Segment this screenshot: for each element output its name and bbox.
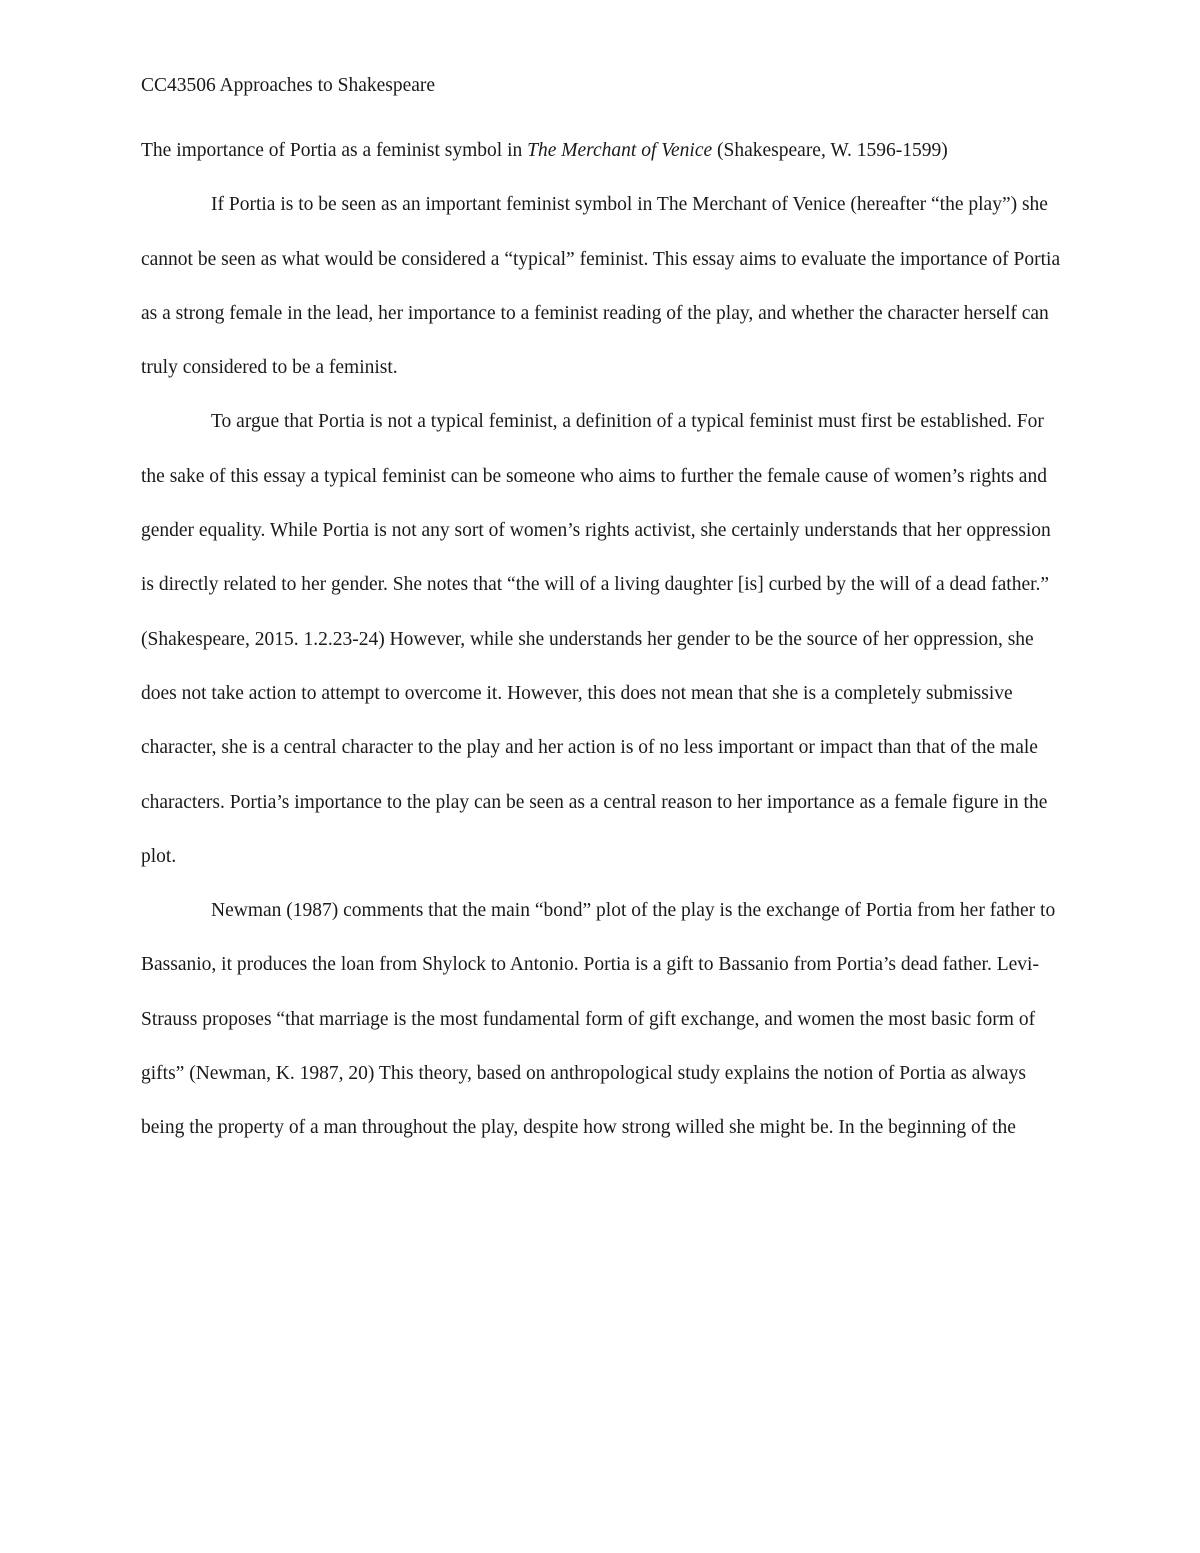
document-body xyxy=(141,68,1066,1156)
paragraph-introduction: If Portia is to be seen as an important feminist symbol in The Merchant of Venice (hereafter “the play”) she cannot be seen as what would be considered a “typical” feminist. This essay aims to evaluate the importance of Portia as a strong female in the lead, her importance to a feminist reading of the play, and whether the character herself can truly considered to be a feminist. xyxy=(141,194,1061,379)
essay-title xyxy=(141,124,1066,178)
paragraph-bond-plot: Newman (1987) comments that the main “bond” plot of the play is the exchange of Portia from her father to Bassanio, it produces the loan from Shylock to Antonio. Portia is a gift to Bassanio from Portia’s dead father. Levi-Strauss proposes “that marriage is the most fundamental form of gift exchange, and women the most basic form of gifts” (Newman, K. 1987, 20) This theory, based on anthropological study explains the notion of Portia as always being the property of a man throughout the play, despite how strong willed she might be. In the beginning of the xyxy=(141,900,1056,1139)
essay-title-end: (Shakespeare, W. 1596-1599) xyxy=(712,140,948,161)
play-title-italic: The Merchant of Venice xyxy=(527,140,713,161)
paragraph-typical-feminist: To argue that Portia is not a typical feminist, a definition of a typical feminist must first be established. For the sake of this essay a typical feminist can be someone who aims to further the female cause of women’s rights and gender equality. While Portia is not any sort of women’s rights activist, she certainly understands that her oppression is directly related to her gender. She notes that “the will of a living daughter [is] curbed by the will of a dead father.” (Shakespeare, 2015. 1.2.23-24) However, while she understands her gender to be the source of her oppression, she does not take action to attempt to overcome it. However, this does not mean that she is a completely submissive character, she is a central character to the play and her action is of no less important or impact than that of the male characters. Portia’s importance to the play can be seen as a central reason to her importance as a female figure in the plot. xyxy=(141,411,1051,867)
course-code-heading: CC43506 Approaches to Shakespeare xyxy=(141,75,436,96)
essay-title-start: The importance of Portia as a feminist symbol in xyxy=(141,140,528,161)
